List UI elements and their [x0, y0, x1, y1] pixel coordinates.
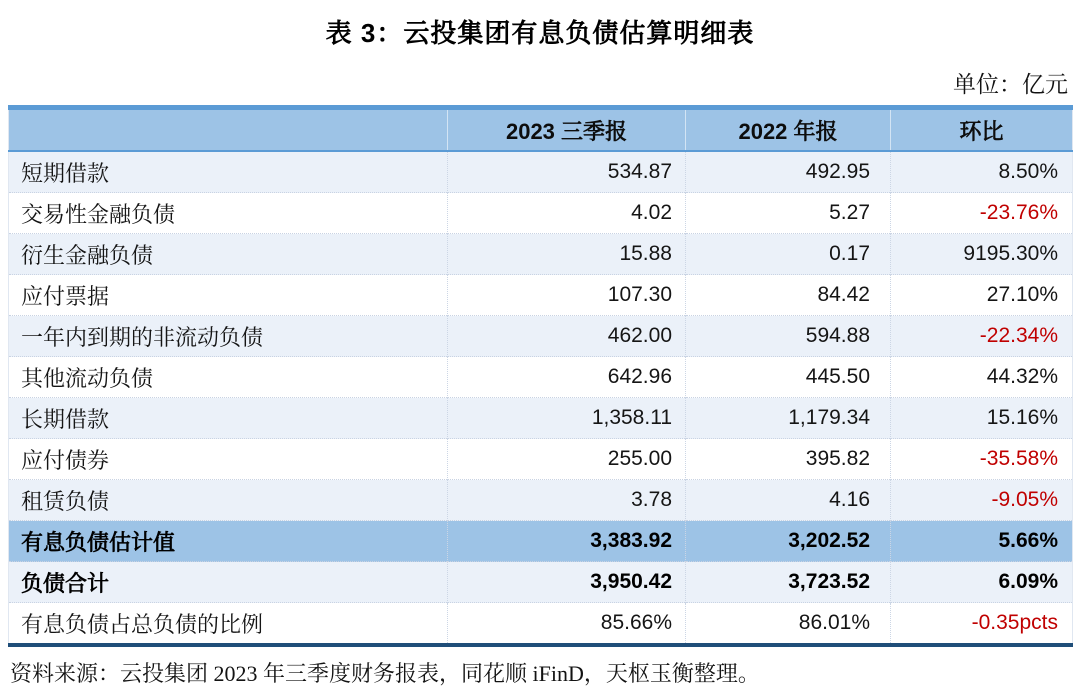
table-body	[9, 151, 1073, 645]
value-qoq: 27.10%	[891, 275, 1073, 316]
value-2023: 534.87	[448, 151, 686, 193]
value-2023: 1,358.11	[448, 398, 686, 439]
header-row	[9, 108, 1073, 152]
row-label: 衍生金融负债	[9, 234, 448, 275]
value-2023: 85.66%	[448, 603, 686, 646]
value-2023: 642.96	[448, 357, 686, 398]
table-row	[9, 398, 1073, 439]
value-qoq: -0.35pcts	[891, 603, 1073, 646]
table-row	[9, 151, 1073, 193]
table-row	[9, 275, 1073, 316]
value-qoq: -35.58%	[891, 439, 1073, 480]
table-row	[9, 439, 1073, 480]
row-label: 长期借款	[9, 398, 448, 439]
value-qoq: 8.50%	[891, 151, 1073, 193]
value-qoq: 6.09%	[891, 562, 1073, 603]
header-cell-2022fy: 2022 年报	[686, 108, 891, 152]
header-cell-qoq: 环比	[891, 108, 1073, 152]
row-label: 租赁负债	[9, 480, 448, 521]
value-qoq: -23.76%	[891, 193, 1073, 234]
value-2022: 86.01%	[686, 603, 891, 646]
value-2022: 3,723.52	[686, 562, 891, 603]
debt-detail-table	[8, 105, 1073, 647]
table-title: 表 3：云投集团有息负债估算明细表	[325, 18, 755, 48]
row-label: 负债合计	[9, 562, 448, 603]
value-2023: 4.02	[448, 193, 686, 234]
value-qoq: -22.34%	[891, 316, 1073, 357]
value-2022: 5.27	[686, 193, 891, 234]
table-row	[9, 234, 1073, 275]
value-qoq: -9.05%	[891, 480, 1073, 521]
row-label: 应付票据	[9, 275, 448, 316]
row-label: 有息负债占总负债的比例	[9, 603, 448, 646]
value-2022: 492.95	[686, 151, 891, 193]
value-2023: 3.78	[448, 480, 686, 521]
value-2023: 3,383.92	[448, 521, 686, 562]
source-note: 资料来源：云投集团 2023 年三季度财务报表，同花顺 iFinD，天枢玉衡整理。	[10, 661, 760, 686]
row-label: 交易性金融负债	[9, 193, 448, 234]
value-qoq: 9195.30%	[891, 234, 1073, 275]
value-2022: 0.17	[686, 234, 891, 275]
value-2022: 4.16	[686, 480, 891, 521]
row-label: 短期借款	[9, 151, 448, 193]
row-label: 其他流动负债	[9, 357, 448, 398]
value-2022: 84.42	[686, 275, 891, 316]
value-qoq: 44.32%	[891, 357, 1073, 398]
row-label: 有息负债估计值	[9, 521, 448, 562]
table-row-ratio	[9, 603, 1073, 646]
value-qoq: 5.66%	[891, 521, 1073, 562]
value-2022: 3,202.52	[686, 521, 891, 562]
value-2022: 1,179.34	[686, 398, 891, 439]
value-2023: 462.00	[448, 316, 686, 357]
value-2022: 395.82	[686, 439, 891, 480]
table-row	[9, 357, 1073, 398]
value-2023: 15.88	[448, 234, 686, 275]
table-row	[9, 480, 1073, 521]
value-2023: 3,950.42	[448, 562, 686, 603]
value-2023: 255.00	[448, 439, 686, 480]
table-row	[9, 193, 1073, 234]
table-row	[9, 316, 1073, 357]
header-cell-2023q3: 2023 三季报	[448, 108, 686, 152]
value-2022: 445.50	[686, 357, 891, 398]
header-cell-blank	[9, 108, 448, 152]
value-qoq: 15.16%	[891, 398, 1073, 439]
table-header	[9, 108, 1073, 152]
row-label: 应付债券	[9, 439, 448, 480]
row-label: 一年内到期的非流动负债	[9, 316, 448, 357]
table-row-total-interest-bearing	[9, 521, 1073, 562]
value-2022: 594.88	[686, 316, 891, 357]
unit-label: 单位：亿元	[953, 72, 1068, 97]
value-2023: 107.30	[448, 275, 686, 316]
table-row-total-liabilities	[9, 562, 1073, 603]
